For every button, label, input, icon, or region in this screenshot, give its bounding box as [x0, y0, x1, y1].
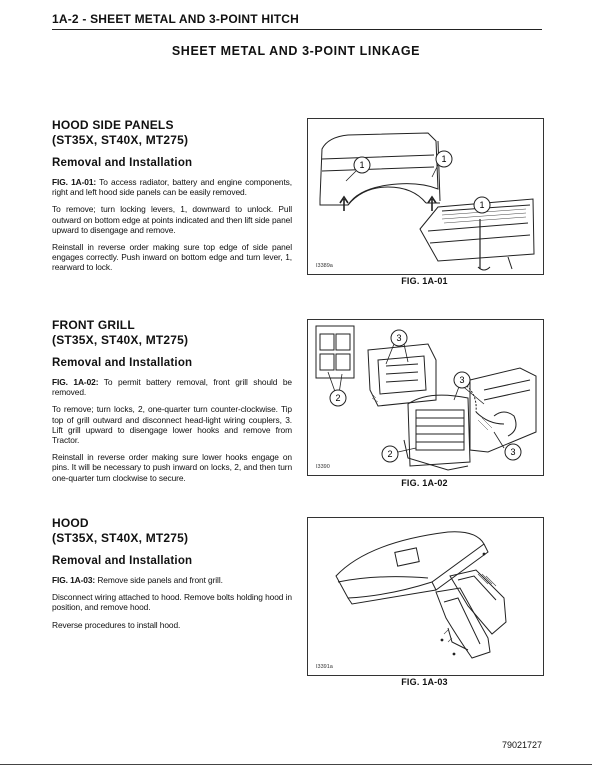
- section-hood: [52, 516, 292, 637]
- figure-image-id: I3389a: [316, 263, 333, 269]
- callout-label: 3: [459, 375, 465, 385]
- front-grill-illustration: [308, 320, 543, 475]
- running-header: 1A-2 - SHEET METAL AND 3-POINT HITCH: [52, 12, 542, 30]
- section-models: (ST35X, ST40X, MT275): [52, 531, 189, 545]
- figure-1a-03: [307, 517, 544, 676]
- paragraph: To remove; turn locking levers, 1, downward to unlock. Pull outward on bottom edge at points indicated and then lift side panel upward to disengage and remove.: [52, 204, 292, 235]
- figure-1a-01: [307, 118, 544, 275]
- hood-side-panel-illustration: [308, 119, 543, 274]
- callout-label: 2: [335, 393, 341, 403]
- section-subtitle: Removal and Installation: [52, 157, 193, 169]
- paragraph: Disconnect wiring attached to hood. Remove bolts holding hood in position, and remove hood.: [52, 592, 292, 613]
- callout-label: 2: [387, 449, 393, 459]
- document-number: 79021727: [501, 740, 542, 750]
- page-title: SHEET METAL AND 3-POINT LINKAGE: [171, 44, 421, 58]
- figure-reference: FIG. 1A-02:: [52, 377, 99, 387]
- callout-label: 3: [510, 447, 516, 457]
- paragraph: Reinstall in reverse order making sure top edge of side panel engages correctly. Push inward on bottom edge and turn lever, 1, rearward to lock.: [52, 242, 292, 273]
- figure-1a-02: [307, 319, 544, 476]
- section-title: FRONT GRILL: [52, 318, 135, 332]
- section-subtitle: Removal and Installation: [52, 357, 193, 369]
- paragraph: FIG. 1A-01: To access radiator, battery and engine components, right and left hood side panels can be easily removed.: [52, 177, 292, 198]
- figure-image-id: I3390: [316, 464, 330, 470]
- paragraph: FIG. 1A-03: Remove side panels and front grill.: [52, 575, 223, 585]
- section-title: HOOD: [52, 516, 89, 530]
- figure-caption: FIG. 1A-02: [401, 478, 448, 488]
- callout-label: 1: [441, 154, 447, 164]
- figure-image-id: I3391a: [316, 664, 333, 670]
- paragraph: Reverse procedures to install hood.: [52, 619, 181, 630]
- callout-label: 1: [359, 160, 365, 170]
- footer-divider: [0, 764, 592, 765]
- section-hood-side-panels: [52, 118, 292, 280]
- section-models: (ST35X, ST40X, MT275): [52, 333, 189, 347]
- section-subtitle: Removal and Installation: [52, 555, 193, 567]
- figure-caption: FIG. 1A-01: [401, 276, 448, 286]
- section-models: (ST35X, ST40X, MT275): [52, 133, 189, 147]
- figure-reference: FIG. 1A-01:: [52, 177, 97, 187]
- callout-label: 3: [396, 333, 402, 343]
- hood-illustration: [308, 518, 543, 675]
- figure-reference: FIG. 1A-03:: [52, 575, 96, 585]
- figure-caption: FIG. 1A-03: [401, 677, 448, 687]
- paragraph: To remove; turn locks, 2, one-quarter turn counter-clockwise. Tip top of grill outward and disconnect head-light wiring couplers, 3. Lift grill upward to disengage lower hooks and remove from Tractor.: [52, 404, 292, 446]
- section-front-grill: [52, 318, 292, 490]
- callout-label: 1: [479, 200, 485, 210]
- paragraph: FIG. 1A-02: To permit battery removal, front grill should be removed.: [52, 377, 292, 398]
- paragraph: Reinstall in reverse order making sure lower hooks engage on pins. It will be necessary to push inward on locks, 2, and then turn one-quarter turn clockwise to secure.: [52, 452, 292, 483]
- section-title: HOOD SIDE PANELS: [52, 118, 174, 132]
